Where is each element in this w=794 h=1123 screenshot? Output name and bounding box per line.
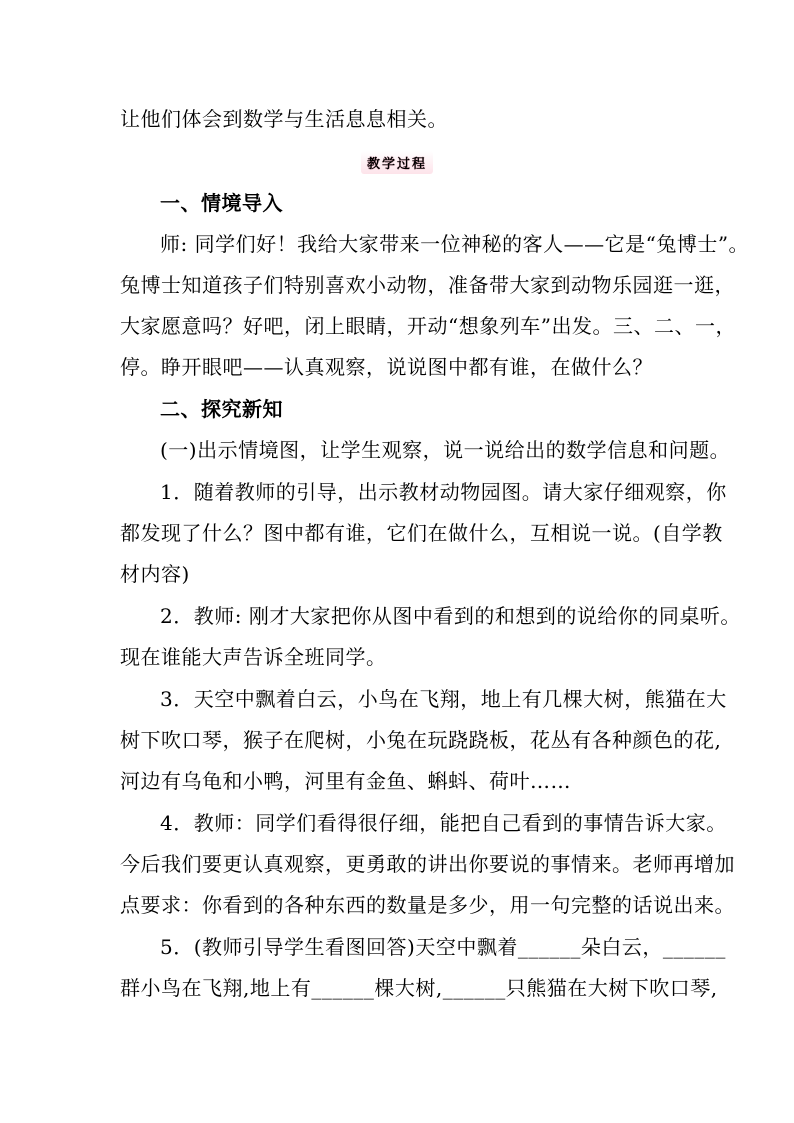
text-line: 现在谁能大声告诉全班同学。: [120, 645, 387, 669]
text-line: 让他们体会到数学与生活息息相关。: [120, 107, 448, 131]
text-line: 4．教师：同学们看得很仔细，能把自己看到的事情告诉大家。: [160, 811, 727, 835]
text-line: 5．(教师引导学生看图回答)天空中飘着______朵白云，______: [160, 935, 726, 959]
text-line: 兔博士知道孩子们特别喜欢小动物，准备带大家到动物乐园逛一逛，: [120, 273, 735, 297]
text-line: 都发现了什么？图中都有谁，它们在做什么，互相说一说。(自学教: [120, 521, 723, 545]
text-line: 材内容): [120, 562, 190, 586]
text-line: 河边有乌龟和小鸭，河里有金鱼、蝌蚪、荷叶……: [120, 769, 571, 793]
text-line: (一)出示情境图，让学生观察，说一说给出的数学信息和问题。: [160, 438, 731, 462]
text-line: 1．随着教师的引导，出示教材动物园图。请大家仔细观察，你: [160, 480, 727, 504]
text-line: 树下吹口琴，猴子在爬树，小兔在玩跷跷板，花丛有各种颜色的花,: [120, 728, 722, 752]
section-badge-teaching-process: [0, 151, 794, 174]
text-line: 今后我们要更认真观察，更勇敢的讲出你要说的事情来。老师再增加: [120, 852, 735, 876]
section-heading: 一、情境导入: [160, 191, 283, 215]
text-line: 师: 同学们好！我给大家带来一位神秘的客人——它是“兔博士”。: [160, 232, 750, 256]
text-line: 3．天空中飘着白云，小鸟在飞翔，地上有几棵大树，熊猫在大: [160, 687, 727, 711]
section-heading: 二、探究新知: [160, 397, 283, 421]
text-line: 停。睁开眼吧——认真观察，说说图中都有谁，在做什么？: [120, 355, 653, 379]
text-line: 群小鸟在飞翔,地上有______棵大树,______只熊猫在大树下吹口琴,: [120, 976, 718, 1000]
badge-label: 教学过程: [361, 151, 433, 174]
text-line: 点要求：你看到的各种东西的数量是多少，用一句完整的话说出来。: [120, 893, 735, 917]
text-line: 2．教师: 刚才大家把你从图中看到的和想到的说给你的同桌听。: [160, 604, 741, 628]
text-line: 大家愿意吗？好吧，闭上眼睛，开动“想象列车”出发。三、二、一，: [120, 314, 736, 338]
